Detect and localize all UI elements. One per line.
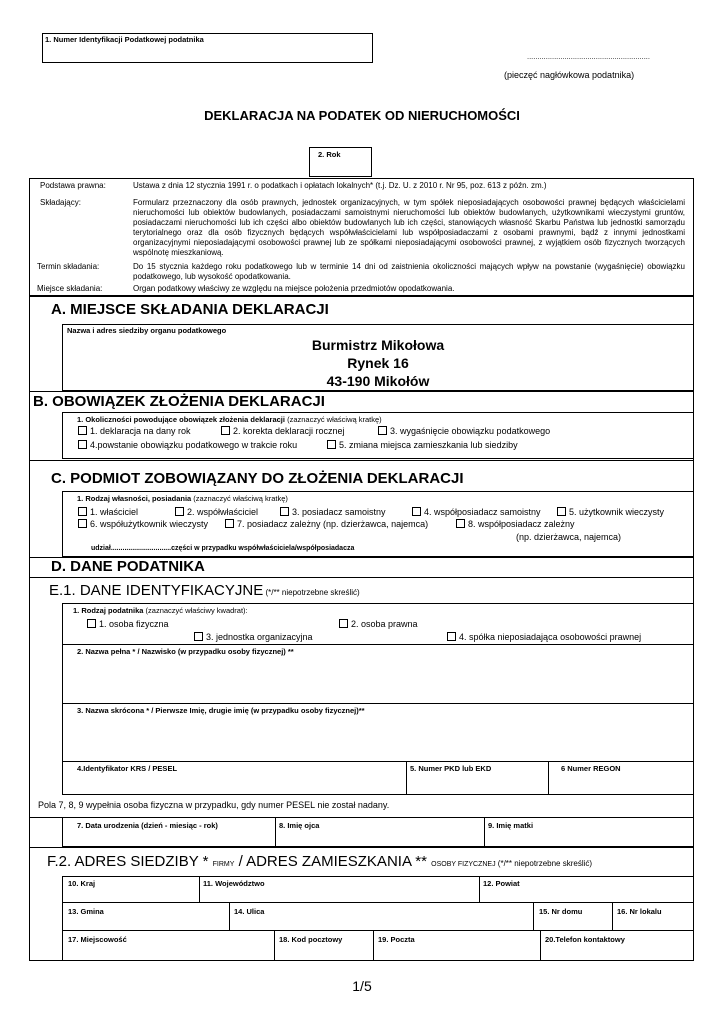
year-label: 2. Rok — [318, 150, 341, 159]
place-text: Organ podatkowy właściwy ze względu na miejsce położenia przedmiotów opodatkowania. — [133, 284, 455, 293]
ownership-opt8-note: (np. dzierżawca, najemca) — [516, 532, 622, 542]
birth-date-field[interactable] — [62, 817, 276, 847]
basis-text: Ustawa z dnia 12 stycznia 1991 r. o podatkach i opłatach lokalnych* (t.j. Dz. U. z 2010 r. Nr 95, poz. 613 z późn. zm.) — [133, 181, 547, 190]
obligation-opt1[interactable]: 1. deklaracja na dany rok — [78, 426, 191, 436]
basis-label: Podstawa prawna: — [40, 181, 106, 190]
phone-label: 20.Telefon kontaktowy — [545, 935, 625, 944]
section-b-hint: (zaznaczyć właściwą kratkę) — [284, 415, 382, 424]
full-name-label: 2. Nazwa pełna * / Nazwisko (w przypadku osoby fizycznej) ** — [77, 647, 294, 656]
house-number-label: 15. Nr domu — [539, 907, 583, 916]
page-number: 1/5 — [352, 978, 372, 994]
regon-field[interactable] — [548, 761, 694, 795]
full-name-field[interactable] — [62, 644, 694, 704]
city-label: 17. Miejscowość — [68, 935, 127, 944]
taxpayer-type-4[interactable]: 4. spółka nieposiadająca osobowości prawnej — [447, 632, 641, 642]
county-label: 12. Powiat — [483, 879, 520, 888]
year-field[interactable] — [309, 147, 372, 177]
share-field[interactable]: udział...............................części w przypadku współwłaściciela/współposiadacza — [91, 545, 355, 552]
nip-label: 1. Numer Identyfikacji Podatkowej podatnika — [45, 35, 204, 44]
checkbox-icon[interactable] — [87, 619, 96, 628]
deadline-label: Termin składania: — [37, 262, 100, 271]
section-f2-person: OSOBY FIZYCZNEJ — [431, 861, 496, 868]
regon-label: 6 Numer REGON — [561, 764, 621, 773]
deadline-text: Do 15 stycznia każdego roku podatkowego lub w terminie 14 dni od zaistnienia okoliczności mających wpływ na powstanie (wygaśnięcie) obowiązku podatkowego, lub wysokość opodatkowania. — [133, 262, 685, 281]
section-f2-note: (*/** niepotrzebne skreślić) — [495, 859, 593, 868]
father-name-field[interactable] — [275, 817, 485, 847]
ownership-opt3[interactable]: 3. posiadacz samoistny — [280, 507, 386, 517]
checkbox-icon[interactable] — [327, 440, 336, 449]
mother-name-field[interactable] — [484, 817, 694, 847]
checkbox-icon[interactable] — [225, 519, 234, 528]
filer-label: Składający: — [40, 198, 81, 207]
checkbox-icon[interactable] — [557, 507, 566, 516]
country-label: 10. Kraj — [68, 879, 96, 888]
short-name-label: 3. Nazwa skrócona * / Pierwsze Imię, drugie imię (w przypadku osoby fizycznej)** — [77, 706, 365, 715]
checkbox-icon[interactable] — [456, 519, 465, 528]
checkbox-icon[interactable] — [78, 519, 87, 528]
house-number-field[interactable] — [533, 902, 613, 931]
taxpayer-type-hint: (zaznaczyć właściwy kwadrat): — [143, 606, 248, 615]
taxpayer-type-2[interactable]: 2. osoba prawna — [339, 619, 418, 629]
ownership-opt1[interactable]: 1. właściciel — [78, 507, 138, 517]
stamp-label: (pieczęć nagłówkowa podatnika) — [504, 70, 635, 80]
post-office-field[interactable] — [373, 930, 541, 961]
checkbox-icon[interactable] — [447, 632, 456, 641]
father-name-label: 8. Imię ojca — [279, 821, 320, 830]
city-field[interactable] — [62, 930, 275, 961]
checkbox-icon[interactable] — [78, 426, 87, 435]
checkbox-icon[interactable] — [78, 507, 87, 516]
short-name-field[interactable] — [62, 703, 694, 762]
flat-number-label: 16. Nr lokalu — [617, 907, 662, 916]
voivodeship-field[interactable] — [199, 876, 480, 903]
krs-pesel-label: 4.Identyfikator KRS / PESEL — [77, 764, 178, 773]
municipality-field[interactable] — [62, 902, 230, 931]
postal-code-field[interactable] — [274, 930, 374, 961]
pkd-field[interactable] — [406, 761, 549, 795]
post-office-label: 19. Poczta — [378, 935, 415, 944]
section-f2-sep: / ADRES ZAMIESZKANIA ** — [234, 853, 432, 870]
checkbox-icon[interactable] — [78, 440, 87, 449]
section-a-label: Nazwa i adres siedziby organu podatkowego — [67, 326, 227, 335]
birth-date-label: 7. Data urodzenia (dzień - miesiąc - rok) — [77, 821, 218, 830]
krs-pesel-field[interactable] — [62, 761, 407, 795]
ownership-opt5[interactable]: 5. użytkownik wieczysty — [557, 507, 664, 517]
place-label: Miejsce składania: — [37, 284, 103, 293]
postal-code-label: 18. Kod pocztowy — [279, 935, 343, 944]
section-c-hint: (zaznaczyć właściwą kratkę) — [191, 494, 288, 503]
ownership-opt6[interactable]: 6. współużytkownik wieczysty — [78, 519, 208, 529]
ownership-opt8[interactable]: 8. współposiadacz zależny — [456, 519, 575, 529]
section-f2-title: F.2. ADRES SIEDZIBY * — [47, 853, 213, 870]
office-city: 43-190 Mikołów — [326, 373, 430, 389]
checkbox-icon[interactable] — [221, 426, 230, 435]
ownership-opt7[interactable]: 7. posiadacz zależny (np. dzierżawca, najemca) — [225, 519, 428, 529]
checkbox-icon[interactable] — [175, 507, 184, 516]
checkbox-icon[interactable] — [378, 426, 387, 435]
mother-name-label: 9. Imię matki — [488, 821, 534, 830]
nip-field[interactable] — [42, 33, 373, 63]
checkbox-icon[interactable] — [280, 507, 289, 516]
obligation-opt3[interactable]: 3. wygaśnięcie obowiązku podatkowego — [378, 426, 550, 436]
flat-number-field[interactable] — [612, 902, 694, 931]
street-field[interactable] — [229, 902, 534, 931]
ownership-opt4[interactable]: 4. współposiadacz samoistny — [412, 507, 541, 517]
office-street: Rynek 16 — [347, 355, 409, 371]
pesel-note: Pola 7, 8, 9 wypełnia osoba fizyczna w przypadku, gdy numer PESEL nie został nadany. — [38, 800, 390, 810]
section-f2-firm: FIRMY — [212, 861, 235, 868]
country-field[interactable] — [62, 876, 200, 903]
ownership-opt2[interactable]: 2. współwłaściciel — [175, 507, 258, 517]
section-c-title: C. PODMIOT ZOBOWIĄZANY DO ZŁOŻENIA DEKLARACJI — [51, 470, 464, 487]
pkd-label: 5. Numer PKD lub EKD — [410, 764, 492, 773]
phone-field[interactable] — [540, 930, 694, 961]
county-field[interactable] — [479, 876, 694, 903]
obligation-opt5[interactable]: 5. zmiana miejsca zamieszkania lub siedziby — [327, 440, 518, 450]
page-title: DEKLARACJA NA PODATEK OD NIERUCHOMOŚCI — [204, 108, 520, 123]
obligation-opt4[interactable]: 4.powstanie obowiązku podatkowego w trakcie roku — [78, 440, 297, 450]
section-d-title: D. DANE PODATNIKA — [51, 558, 205, 575]
taxpayer-type-1[interactable]: 1. osoba fizyczna — [87, 619, 169, 629]
taxpayer-type-label: 1. Rodzaj podatnika — [73, 606, 144, 615]
municipality-label: 13. Gmina — [68, 907, 104, 916]
street-label: 14. Ulica — [234, 907, 265, 916]
taxpayer-type-3[interactable]: 3. jednostka organizacyjna — [194, 632, 313, 642]
checkbox-icon[interactable] — [339, 619, 348, 628]
stamp-dots: ........................................................... — [527, 52, 650, 61]
section-e1-title: E.1. DANE IDENTYFIKACYJNE — [49, 582, 264, 599]
checkbox-icon[interactable] — [194, 632, 203, 641]
office-name: Burmistrz Mikołowa — [311, 337, 445, 353]
section-e1-note: (*/** niepotrzebne skreślić) — [263, 588, 360, 597]
section-b-label: 1. Okoliczności powodujące obowiązek złożenia deklaracji — [77, 415, 285, 424]
section-a-title: A. MIEJSCE SKŁADANIA DEKLARACJI — [51, 301, 329, 318]
checkbox-icon[interactable] — [412, 507, 421, 516]
section-b-title: B. OBOWIĄZEK ZŁOŻENIA DEKLARACJI — [33, 393, 325, 410]
obligation-opt2[interactable]: 2. korekta deklaracji rocznej — [221, 426, 345, 436]
filer-text: Formularz przeznaczony dla osób prawnych, jednostek organizacyjnych, w tym spółek nieposiadających osobowości prawnej będących właścicielami nieruchomości lub obiektów budowlanych, posiadaczami samoistnymi nieruchomości lub obiektów budowlanych, użytkownikami wieczystymi gruntów, posiadaczami nieruchomości lub ich części albo obiektów budowlanych lub ich części, stanowiących własność Skarbu Państwa lub jednostki samorządu terytorialnego oraz dla osób fizycznych będących współwłaścicielami lub współposiadaczami z osobami prawnymi, bądź z innymi jednostkami organizacyjnymi nieposiadającymi osobowości prawnej lub ze spółkami nieposiadającymi osobowości prawnej, z wyjątkiem osób fizycznych tworzących wspólnotę mieszkaniową. — [133, 198, 685, 257]
section-c-label: 1. Rodzaj własności, posiadania — [77, 494, 192, 503]
voivodeship-label: 11. Województwo — [203, 879, 265, 888]
